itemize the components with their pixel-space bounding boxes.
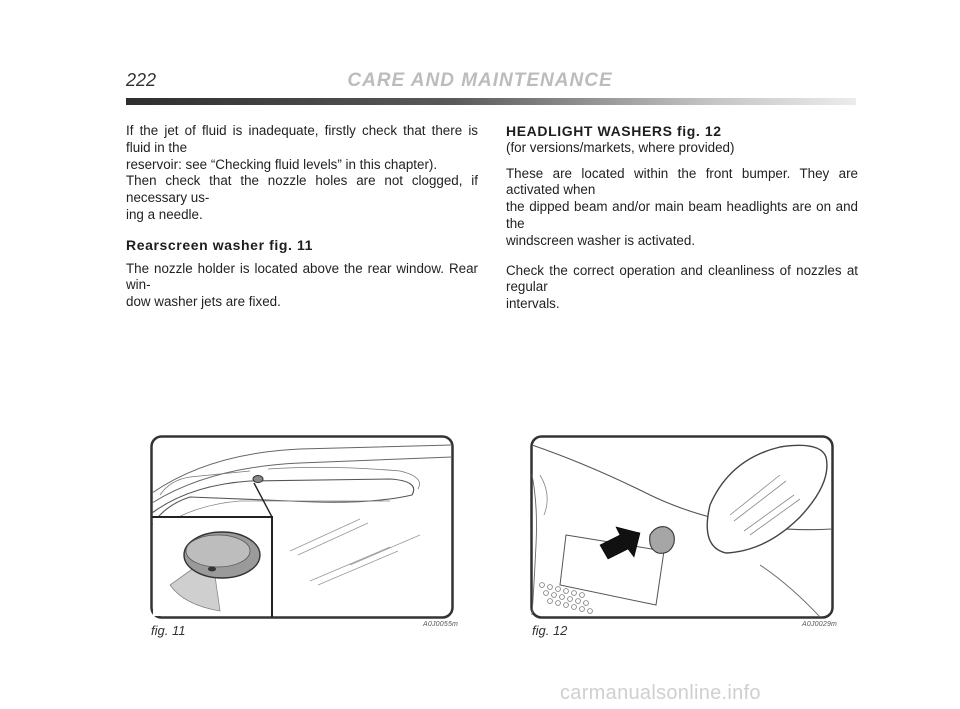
page-number: 222 [126, 70, 157, 90]
paragraph-headlight-line-3: windscreen washer is activated. [506, 232, 696, 248]
paragraph-fluid-check-line-3: Then check that the nozzle holes are not clogged, if necessary us- [126, 173, 478, 206]
figure-caption-12: fig. 12 [532, 623, 568, 638]
headlight-illustration [530, 435, 834, 619]
paragraph-fluid-check-line-4: ing a needle. [126, 206, 203, 222]
figure-caption-11: fig. 11 [151, 623, 186, 638]
heading-headlight-washers: HEADLIGHT WASHERS fig. 12 [506, 123, 722, 139]
rearscreen-illustration [150, 435, 454, 619]
figure-rearscreen-washer [150, 435, 454, 619]
subheading-versions: (for versions/markets, where provided) [506, 139, 735, 155]
paragraph-rearscreen-line-1: The nozzle holder is located above the rear window. Rear win- [126, 260, 478, 293]
paragraph-headlight-line-2: the dipped beam and/or main beam headlights are on and the [506, 199, 858, 231]
paragraph-fluid-check-line-2: reservoir: see “Checking fluid levels” in this chapter). [126, 156, 438, 172]
paragraph-check-line-2: intervals. [506, 296, 560, 312]
watermark: carmanualsonline.info [560, 682, 761, 704]
paragraph-fluid-check-line-1: If the jet of fluid is inadequate, firstly check that there is fluid in the [126, 123, 478, 155]
figure-code-11: A0J0055m [423, 621, 459, 628]
paragraph-check-line-1: Check the correct operation and cleanliness of nozzles at regular [506, 262, 858, 295]
right-column [506, 123, 858, 313]
heading-rearscreen-washer: Rearscreen washer fig. 11 [126, 236, 313, 253]
figure-headlight-washers [530, 435, 834, 619]
paragraph-headlight-line-1: These are located within the front bumper. They are activated when [506, 165, 858, 198]
section-title: CARE AND MAINTENANCE [347, 70, 613, 91]
header-rule [126, 98, 856, 105]
left-column [126, 123, 478, 311]
paragraph-rearscreen-line-2: dow washer jets are fixed. [126, 294, 281, 310]
figure-code-12: A0J0029m [802, 621, 838, 628]
